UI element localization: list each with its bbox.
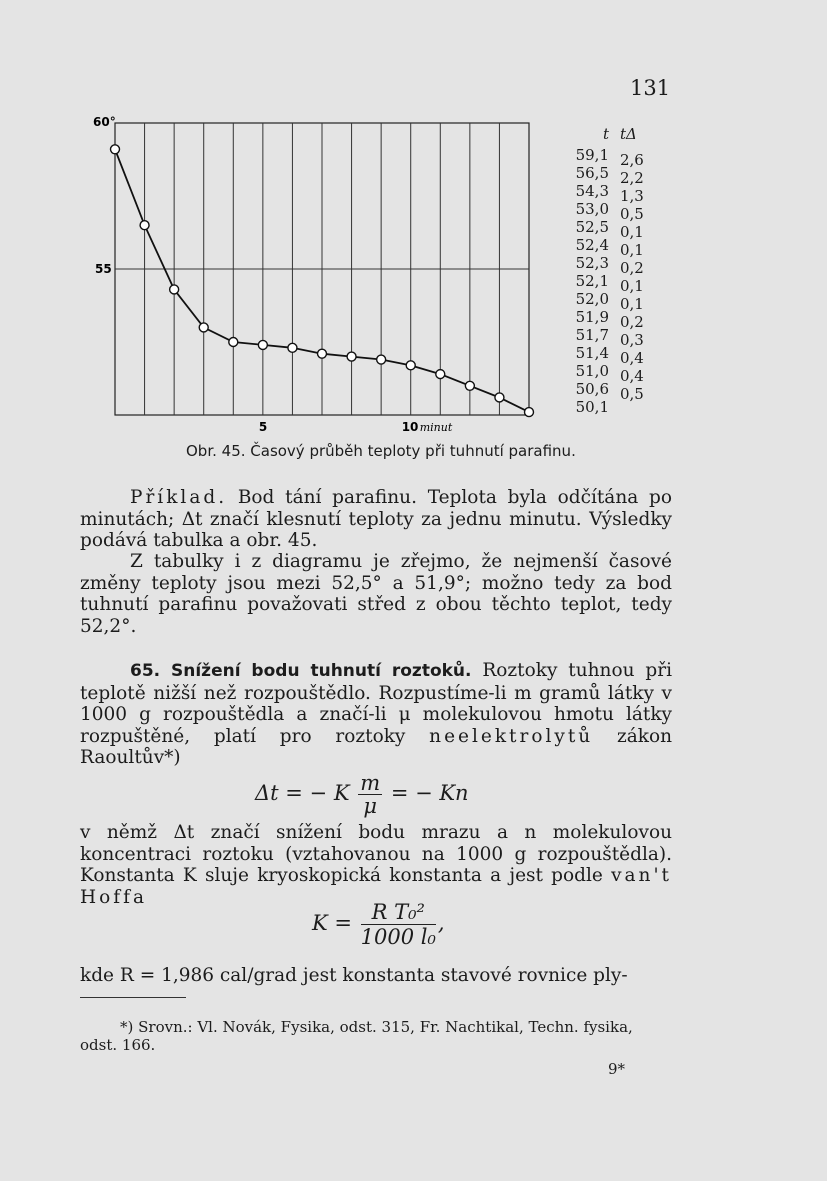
data-point bbox=[377, 355, 386, 364]
x-tick-label: 5 bbox=[258, 420, 268, 434]
eq2-tail: , bbox=[437, 911, 445, 935]
eq1-numerator: m bbox=[360, 771, 381, 795]
eq1-fraction bbox=[358, 772, 382, 817]
table-dt-value: 0,2 bbox=[620, 259, 644, 277]
table-dt-value: 0,1 bbox=[620, 277, 644, 295]
data-point bbox=[465, 381, 474, 390]
data-point bbox=[258, 340, 267, 349]
data-point bbox=[111, 145, 120, 154]
eq1-lhs: Δt = − K bbox=[255, 781, 350, 805]
table-t-value: 51,0 bbox=[575, 362, 609, 380]
table-header-dt: tΔ bbox=[620, 125, 637, 143]
section-title: Snížení bodu tuhnutí roztoků. bbox=[171, 661, 472, 681]
table-t-value: 52,4 bbox=[575, 236, 609, 254]
table-dt-value: 0,1 bbox=[620, 223, 644, 241]
footnote: *) Srovn.: Vl. Novák, Fysika, odst. 315, Fr. Nachtikal, Techn. fysika, odst. 166. bbox=[80, 1018, 633, 1054]
table-dt-value: 0,4 bbox=[620, 349, 644, 367]
table-dt-value: 1,3 bbox=[620, 187, 644, 205]
table-dt-value: 0,1 bbox=[620, 295, 644, 313]
section-text-spaced: neelektrolytů bbox=[429, 725, 594, 747]
example-text: Bod tání parafinu. Teplota byla odčítána po minutách; Δt značí klesnutí teploty za jednu minutu. Výsledky podává tabulka a obr. 45. bbox=[80, 487, 672, 551]
equation-vant-hoff bbox=[312, 900, 445, 949]
sheet-signature: 9* bbox=[608, 1060, 626, 1078]
data-point bbox=[525, 408, 534, 417]
table-dt-value: 2,6 bbox=[620, 151, 644, 169]
table-t-value: 52,5 bbox=[575, 218, 609, 236]
table-t-value: 52,0 bbox=[575, 290, 609, 308]
example-label: Příklad. bbox=[130, 487, 228, 508]
section-text-b: zákon Raoultův*) bbox=[80, 725, 673, 768]
data-point bbox=[288, 343, 297, 352]
y-tick-label: 55 bbox=[95, 262, 112, 276]
table-t-value: 54,3 bbox=[575, 182, 609, 200]
eq1-rhs: = − Kn bbox=[390, 781, 469, 805]
table-dt-value: 0,4 bbox=[620, 367, 644, 385]
y-tick-label: 60° bbox=[93, 115, 116, 129]
section-text-a: Roztoky tuhnou při teplotě nižší než rozpouštědlo. Rozpustíme-li m gramů látky v 1000 g rozpouštědla a značí-li μ molekulovou hmotu látky rozpuštěné, platí pro roztoky bbox=[80, 660, 672, 747]
example-paragraph bbox=[80, 487, 672, 552]
conclusion-paragraph: Z tabulky i z diagramu je zřejmo, že nejmenší časové změny teploty jsou mezi 52,5° a 51,9°; možno tedy za bod tuhnutí parafinu považovati střed z obou těchto teplot, tedy 52,2°. bbox=[80, 551, 672, 637]
table-t-value: 51,7 bbox=[575, 326, 609, 344]
table-t-value: 50,1 bbox=[575, 398, 609, 416]
table-t-value: 56,5 bbox=[575, 164, 609, 182]
table-dt-value: 0,2 bbox=[620, 313, 644, 331]
section-number: 65. bbox=[130, 661, 161, 681]
eq2-fraction bbox=[361, 900, 436, 949]
eq2-denominator: 1000 l₀ bbox=[360, 925, 436, 949]
table-header-t: t bbox=[602, 125, 609, 143]
table-t-value: 51,4 bbox=[575, 344, 609, 362]
table-dt-column bbox=[620, 125, 644, 403]
kryo-text: v němž Δt značí snížení bodu mrazu a n molekulovou koncentraci roztoku (vztahovanou na 1000 g rozpouštědla). Konstanta K sluje kryoskopická konstanta a jest podle bbox=[80, 822, 672, 886]
table-dt-value: 0,3 bbox=[620, 331, 644, 349]
chart-ticks bbox=[93, 115, 453, 434]
data-point bbox=[229, 338, 238, 347]
page-number: 131 bbox=[630, 76, 671, 100]
x-unit-label: minut bbox=[419, 421, 453, 434]
x-tick-label: 10 bbox=[401, 420, 419, 434]
data-point bbox=[199, 323, 208, 332]
data-point bbox=[436, 370, 445, 379]
data-point bbox=[406, 361, 415, 370]
kryoscopic-paragraph bbox=[80, 822, 672, 908]
data-point bbox=[347, 352, 356, 361]
data-point bbox=[140, 221, 149, 230]
cooling-curve-chart bbox=[0, 0, 827, 440]
table-t-value: 51,9 bbox=[575, 308, 609, 326]
table-t-value: 52,3 bbox=[575, 254, 609, 272]
eq2-lhs: K = bbox=[312, 911, 352, 935]
figure-caption: Obr. 45. Časový průběh teploty při tuhnutí parafinu. bbox=[186, 442, 576, 460]
equation-raoult bbox=[255, 772, 469, 817]
chart-grid bbox=[115, 123, 529, 415]
table-t-value: 52,1 bbox=[575, 272, 609, 290]
eq1-denominator: μ bbox=[363, 794, 377, 818]
table-t-column bbox=[575, 125, 609, 416]
table-dt-value: 0,5 bbox=[620, 205, 644, 223]
kryo-author: van't Hoffa bbox=[80, 865, 672, 908]
table-dt-value: 0,5 bbox=[620, 385, 644, 403]
table-t-value: 50,6 bbox=[575, 380, 609, 398]
table-t-value: 53,0 bbox=[575, 200, 609, 218]
table-t-value: 59,1 bbox=[575, 146, 609, 164]
eq2-numerator: R T₀² bbox=[361, 900, 436, 925]
table-dt-value: 0,1 bbox=[620, 241, 644, 259]
table-dt-value: 2,2 bbox=[620, 169, 644, 187]
data-point bbox=[495, 393, 504, 402]
gas-constant-line: kde R = 1,986 cal/grad jest konstanta stavové rovnice ply- bbox=[80, 965, 628, 986]
footnote-rule bbox=[80, 997, 186, 998]
data-point bbox=[170, 285, 179, 294]
section-paragraph bbox=[80, 660, 672, 769]
data-point bbox=[318, 349, 327, 358]
